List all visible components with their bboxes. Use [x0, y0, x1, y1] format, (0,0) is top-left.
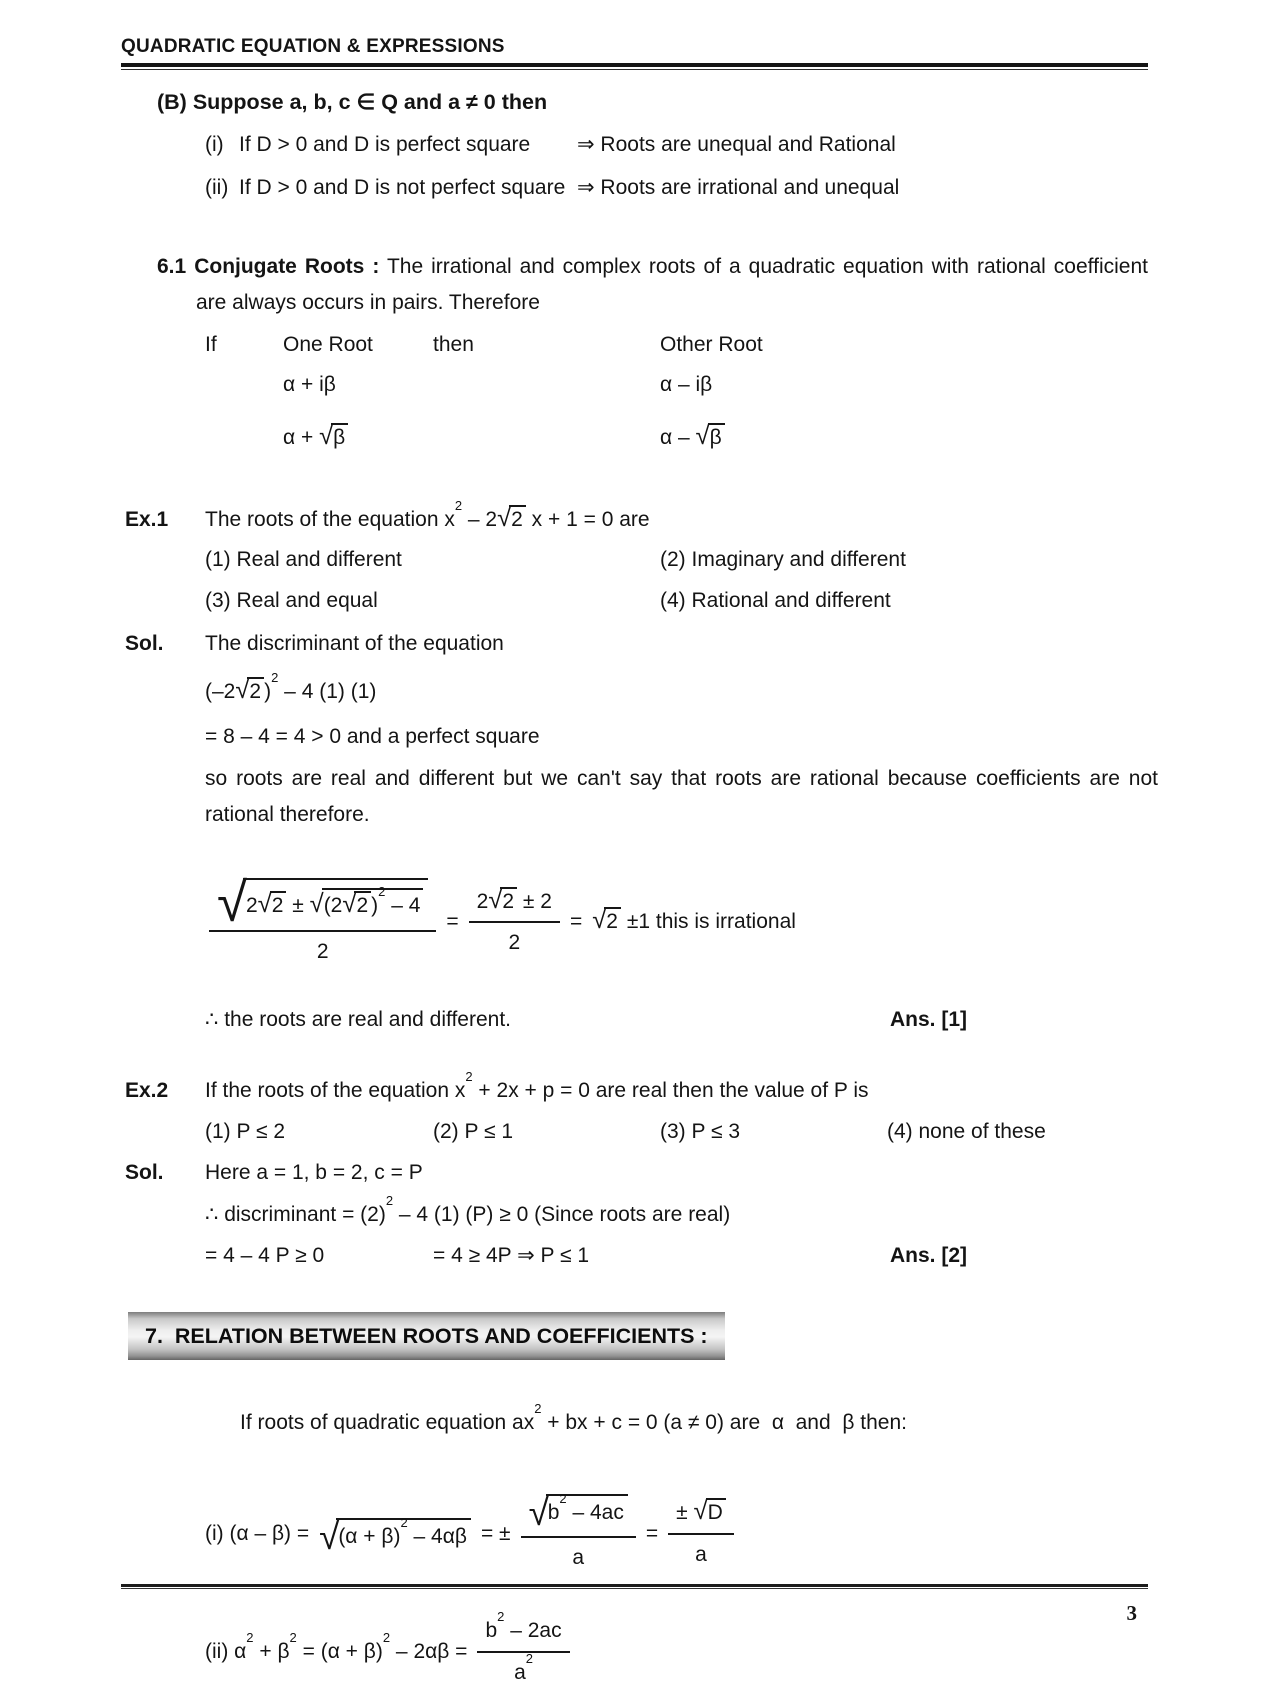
superscript: 2: [246, 1630, 254, 1646]
formula-i: [205, 1491, 1148, 1573]
fraction: [209, 871, 436, 968]
square-root: [696, 423, 725, 450]
radicand: [546, 1491, 628, 1525]
one-root-header: One Root: [283, 333, 373, 357]
inner-square-root: [309, 884, 424, 919]
math-text: = (α + β): [296, 1640, 383, 1664]
section-b: [121, 86, 1148, 203]
math-text: ± 2: [517, 889, 552, 913]
equals-sign: =: [569, 910, 583, 934]
radicand: 2: [500, 887, 517, 914]
option-4: (4) Rational and different: [660, 588, 891, 612]
result-expression: [592, 906, 796, 938]
section-title: Conjugate Roots :: [194, 255, 380, 279]
plus-minus: ±: [676, 1501, 694, 1525]
math-text: (ii) α: [205, 1640, 247, 1664]
denominator: 2: [316, 940, 329, 964]
stem-text: The roots of the equation x: [205, 507, 455, 531]
doc-title: QUADRATIC EQUATION & EXPRESSIONS: [121, 36, 505, 57]
fraction: [521, 1491, 636, 1573]
math-text: ): [264, 679, 272, 703]
fraction: [469, 886, 560, 959]
math-text: (–2: [205, 679, 236, 703]
numerator: [469, 886, 560, 924]
radicand: [322, 884, 424, 919]
stem-text: + 2x + p = 0 are real then the value of P is: [472, 1079, 869, 1103]
page-header: [121, 36, 1148, 70]
fraction: [668, 1497, 734, 1570]
square-root: [342, 891, 371, 918]
formula-lead: (i) (α – β) =: [205, 1522, 310, 1546]
math-text: – 2ac: [504, 1619, 562, 1643]
pair-row-complex: [205, 369, 1148, 401]
radicand: D: [706, 1498, 726, 1525]
formula-lead: [205, 1630, 468, 1668]
pair-row-surd: [205, 422, 1148, 454]
option-3: (3) P ≤ 3: [660, 1119, 741, 1143]
discriminant-expression: [205, 669, 1148, 708]
radical-sign: √: [528, 1492, 549, 1534]
radicand: 2: [270, 891, 287, 918]
math-text: (α + β): [338, 1525, 401, 1549]
condition-row-i: [205, 129, 1148, 161]
section-7-heading: 7. RELATION BETWEEN ROOTS AND COEFFICIENTS :: [128, 1312, 725, 1360]
equals-sign: =: [446, 910, 459, 934]
superscript: 2: [534, 1401, 542, 1417]
header-rule: [121, 63, 1148, 70]
other-root-value: α – iβ: [660, 372, 713, 396]
example-label: Ex.2: [125, 1079, 169, 1103]
answer-badge: Ans. [1]: [890, 1007, 968, 1031]
radicand: 2: [354, 891, 371, 918]
square-root: [497, 505, 526, 532]
math-text: b: [485, 1619, 498, 1643]
section-7: [121, 1272, 1148, 1688]
radicand: 2: [247, 677, 264, 704]
formula-ii: [205, 1609, 1148, 1688]
numerator: [521, 1491, 636, 1538]
square-root: [319, 1515, 471, 1558]
example-2-options: [205, 1116, 1148, 1148]
radical-sign: √: [319, 1516, 340, 1558]
option-3: (3) Real and equal: [205, 588, 378, 612]
denominator: a: [695, 1542, 707, 1566]
section-body: The irrational and complex roots of a quadratic equation with rational coefficient are always occurs in pairs. Therefore: [196, 255, 1148, 315]
math-text: ∴ discriminant = (2): [205, 1202, 386, 1226]
square-root: [528, 1491, 628, 1534]
option-2: (2) Imaginary and different: [660, 548, 906, 572]
square-root: [488, 887, 517, 914]
one-root-value: [283, 422, 660, 454]
discriminant-line: [205, 1192, 1148, 1231]
solution-1: [125, 628, 1148, 660]
radical-sign: √: [592, 906, 607, 935]
example-1-options: [205, 544, 1148, 616]
example-stem: [205, 1069, 1148, 1107]
roots-formula: [209, 871, 1148, 968]
section-6-1: [121, 249, 1148, 454]
if-cell: If: [205, 333, 217, 357]
option-1: (1) Real and different: [205, 548, 402, 572]
radical-sign: √: [695, 422, 710, 451]
example-2: [125, 1069, 1148, 1107]
section-b-heading: (B) Suppose a, b, c ∈ Q and a ≠ 0 then: [157, 89, 548, 114]
other-root-value: [660, 422, 725, 454]
then-cell: then: [433, 333, 474, 357]
math-text: + β: [253, 1640, 290, 1664]
stem-text: If the roots of the equation x: [205, 1079, 466, 1103]
superscript: 2: [382, 1630, 391, 1646]
other-root-header: Other Root: [660, 333, 763, 357]
superscript: 2: [465, 1069, 473, 1085]
superscript: 2: [497, 1609, 505, 1625]
one-root-value: α + iβ: [283, 372, 336, 396]
math-text: a: [514, 1660, 526, 1684]
superscript: 2: [385, 1192, 394, 1208]
numerator: [209, 871, 436, 933]
condition-row-ii: [205, 172, 1148, 204]
radicand: [336, 1515, 471, 1549]
superscript: 2: [559, 1491, 567, 1507]
plus-minus: ±: [292, 894, 304, 918]
superscript: 2: [289, 1630, 297, 1646]
math-text: – 4 (1) (1): [278, 679, 377, 703]
square-root: [319, 423, 348, 450]
example-1: [125, 497, 1148, 536]
superscript: 2: [525, 1650, 533, 1666]
numerator: [477, 1609, 569, 1653]
equality-line: = 8 – 4 = 4 > 0 and a perfect square: [205, 725, 540, 749]
result-row: [205, 1240, 1148, 1272]
answer-badge: Ans. [2]: [890, 1244, 968, 1268]
solution-label: Sol.: [125, 632, 164, 656]
result-a: = 4 – 4 P ≥ 0: [205, 1244, 325, 1268]
square-root: [235, 677, 264, 704]
radical-sign: √: [497, 503, 512, 532]
conclusion-row: [205, 1004, 1148, 1036]
radical-sign: √: [217, 871, 247, 933]
square-root: [258, 891, 287, 918]
alpha-minus: α –: [660, 426, 690, 450]
fraction: [477, 1609, 569, 1688]
radicand: [243, 878, 428, 920]
superscript: 2: [378, 884, 386, 900]
superscript: 2: [400, 1515, 408, 1531]
radical-sign: √: [309, 890, 324, 919]
item-label: (i): [205, 133, 224, 157]
outer-square-root: [217, 871, 428, 933]
math-text: ±1 this is irrational: [626, 910, 796, 934]
math-text: b: [547, 1501, 560, 1525]
radical-sign: √: [257, 890, 272, 919]
item-label: (ii): [205, 175, 229, 199]
option-4: (4) none of these: [887, 1119, 1046, 1143]
result-text: ⇒ Roots are unequal and Rational: [577, 133, 896, 157]
radicand: β: [708, 423, 725, 450]
solution-2: [125, 1157, 1148, 1189]
condition-text: If D > 0 and D is perfect square: [239, 133, 531, 157]
denominator: [477, 1650, 569, 1688]
radical-sign: √: [488, 885, 503, 914]
example-label: Ex.1: [125, 507, 169, 531]
alpha-plus: α +: [283, 426, 314, 450]
math-text: – 4 (1) (P) ≥ 0 (Since roots are real): [393, 1202, 731, 1226]
result-text: ⇒ Roots are irrational and unequal: [577, 175, 900, 199]
math-text: (2: [323, 894, 343, 918]
superscript: 2: [454, 497, 463, 513]
conjugate-roots-paragraph: [157, 249, 1148, 321]
option-2: (2) P ≤ 1: [433, 1119, 514, 1143]
radical-sign: √: [693, 1497, 708, 1526]
square-root: [694, 1498, 726, 1525]
radicand: β: [331, 423, 348, 450]
math-text: – 4αβ: [407, 1525, 467, 1549]
conclusion-text: ∴ the roots are real and different.: [205, 1007, 511, 1031]
denominator: 2: [508, 931, 521, 955]
example-stem: [205, 497, 1148, 536]
math-text: 2: [245, 894, 258, 918]
radical-sign: √: [319, 422, 334, 451]
radical-sign: √: [235, 675, 250, 704]
option-1: (1) P ≤ 2: [205, 1119, 286, 1143]
square-root: [592, 907, 621, 934]
numerator: [668, 1497, 734, 1535]
superscript: 2: [271, 669, 279, 685]
solution-text: The discriminant of the equation: [205, 632, 504, 656]
conjugate-table: [205, 329, 1148, 454]
table-header-row: [205, 329, 1148, 361]
page-number: 3: [1126, 1601, 1137, 1625]
math-text: – 4ac: [566, 1501, 624, 1525]
math-text: ): [371, 894, 379, 918]
intro-text: + bx + c = 0 (a ≠ 0) are α and β then:: [541, 1411, 907, 1435]
math-text: 2: [476, 889, 489, 913]
footer-rule: [121, 1584, 1148, 1589]
intro-text: If roots of quadratic equation ax: [240, 1411, 535, 1435]
equals-sign: =: [645, 1522, 659, 1546]
stem-text: – 2: [462, 507, 498, 531]
section-number: 6.1: [157, 255, 187, 279]
math-text: – 2αβ =: [390, 1640, 468, 1664]
radical-sign: √: [342, 890, 357, 919]
radicand: 2: [604, 907, 621, 934]
section-7-intro: [205, 1376, 1148, 1471]
condition-text: If D > 0 and D is not perfect square: [239, 175, 566, 199]
equals-plus-minus: = ±: [480, 1522, 511, 1546]
solution-text: Here a = 1, b = 2, c = P: [205, 1161, 423, 1185]
radicand: 2: [509, 505, 526, 532]
solution-label: Sol.: [125, 1161, 164, 1185]
result-b: = 4 ≥ 4P ⇒ P ≤ 1: [433, 1244, 590, 1268]
solution-paragraph: so roots are real and different but we can't say that roots are rational because coefficients are not rational therefore.: [205, 766, 1158, 826]
math-text: – 4: [385, 894, 421, 918]
denominator: a: [572, 1545, 585, 1569]
stem-text: x + 1 = 0 are: [525, 507, 650, 531]
